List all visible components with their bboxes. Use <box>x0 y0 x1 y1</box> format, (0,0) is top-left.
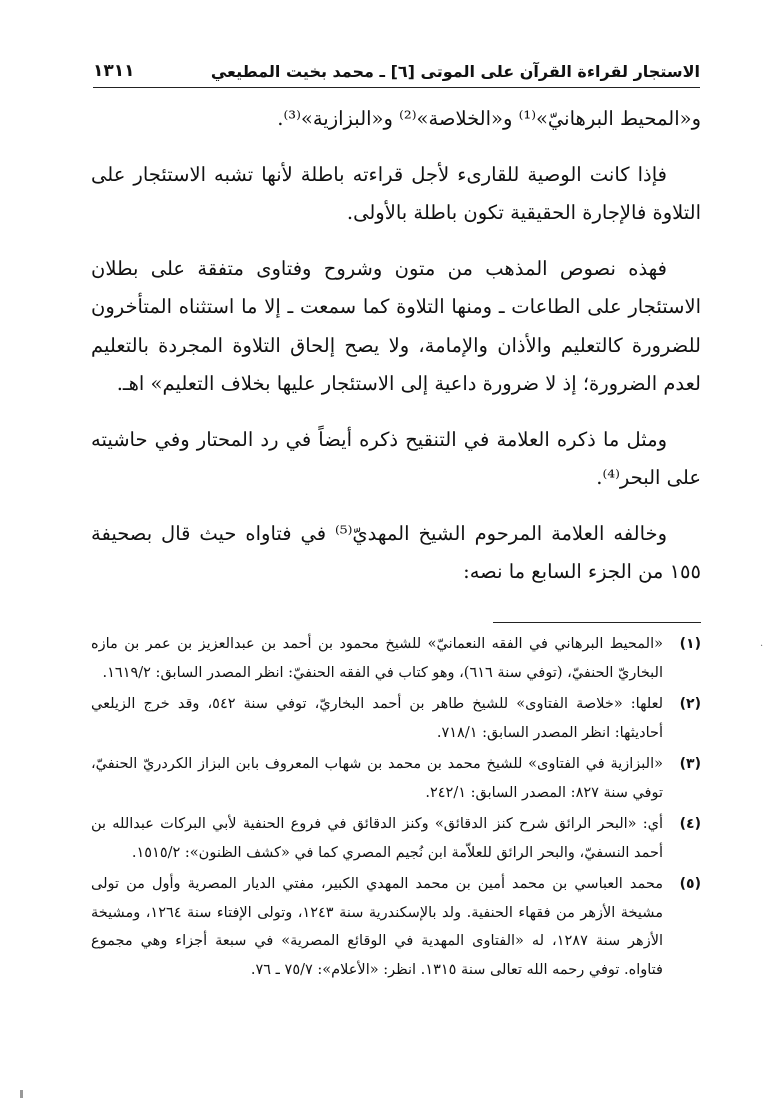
paragraph-4: ومثل ما ذكره العلامة في التنقيح ذكره أيضاً في رد المحتار وفي حاشيته على البحر⁽⁴⁾. <box>91 427 701 489</box>
paragraph-1: و«المحيط البرهانيّ»⁽¹⁾ و«الخلاصة»⁽²⁾ و«البزازية»⁽³⁾. <box>277 107 701 130</box>
paragraph-2: فإذا كانت الوصية للقارىء لأجل قراءته باطلة لأنها تشبه الاستئجار على التلاوة فالإجارة الحقيقية تكون باطلة بالأولى. <box>91 162 701 224</box>
footnote-1 <box>91 630 701 687</box>
main-text <box>91 100 701 609</box>
footnote-separator <box>493 622 701 623</box>
footnote-number: (٥) <box>679 876 701 892</box>
footnote-3 <box>91 750 701 807</box>
footnote-number: (١) <box>679 636 701 652</box>
footnote-4 <box>91 810 701 867</box>
footnote-5 <box>91 870 701 984</box>
footnote-number: (٣) <box>679 756 701 772</box>
header-title: الاستجار لقراءة القرآن على الموتى [٦] ـ محمد بخيت المطيعي <box>210 62 700 81</box>
footnote-text: «البزازية في الفتاوى» للشيخ محمد بن محمد بن شهاب المعروف بابن البزاز الكردريّ الحنفيّ، توفي سنة ٨٢٧: المصدر السابق: ٢٤٢/١. <box>91 756 663 801</box>
footnote-number: (٢) <box>679 696 701 712</box>
footnote-text: «المحيط البرهاني في الفقه النعمانيّ» للشيخ محمود بن أحمد بن عبدالعزيز بن عمر بن مازه البخاريّ الحنفيّ، (توفي سنة ٦١٦)، وهو كتاب في الفقه الحنفيّ: انظر المصدر السابق: ١٦١٩/٢. <box>91 636 663 681</box>
page-number: ١٣١١ <box>93 61 135 81</box>
footnote-2 <box>91 690 701 747</box>
footnotes <box>91 630 701 987</box>
footnote-text: محمد العباسي بن محمد أمين بن محمد المهدي الكبير، مفتي الديار المصرية وأول من تولى مشيخة الأزهر من فقهاء الحنفية. ولد بالإسكندرية سنة ١٢٤٣، وتولى الإفتاء سنة ١٢٦٤، ومشيخة الأزهر سنة ١٢٨٧، له «الفتاوى المهدية في الوقائع المصرية» في سبعة أجزاء وهي مجموع فتاواه. توفي رحمه الله تعالى سنة ١٣١٥. انظر: «الأعلام»: ٧٥/٧ ـ ٧٦. <box>91 876 663 978</box>
scan-mark <box>20 1090 23 1098</box>
margin-mark: · <box>760 641 764 652</box>
paragraph-5: وخالفه العلامة المرحوم الشيخ المهديّ⁽⁵⁾ في فتاواه حيث قال بصحيفة ١٥٥ من الجزء السابع ما نصه: <box>91 521 701 583</box>
footnote-text: لعلها: «خلاصة الفتاوى» للشيخ طاهر بن أحمد البخاريّ، توفي سنة ٥٤٢، وقد خرج الزيلعي أحاديثها: انظر المصدر السابق: ٧١٨/١. <box>91 696 663 741</box>
footnote-number: (٤) <box>679 816 701 832</box>
running-header <box>93 58 700 88</box>
footnote-text: أي: «البحر الرائق شرح كنز الدقائق» وكنز الدقائق في فروع الحنفية لأبي البركات عبدالله بن أحمد النسفيّ، والبحر الرائق للعلاّمة ابن نُجيم المصري كما في «كشف الظنون»: ١٥١٥/٢. <box>91 816 663 861</box>
paragraph-3: فهذه نصوص المذهب من متون وشروح وفتاوى متفقة على بطلان الاستئجار على الطاعات ـ ومنها التلاوة كما سمعت ـ إلا ما استثناه المتأخرون للضرورة كالتعليم والأذان والإمامة، ولا يصح إلحاق التلاوة المجردة بالتعليم لعدم الضرورة؛ إذ لا ضرورة داعية إلى الاستئجار عليها بخلاف التعليم» اهـ. <box>91 256 701 395</box>
